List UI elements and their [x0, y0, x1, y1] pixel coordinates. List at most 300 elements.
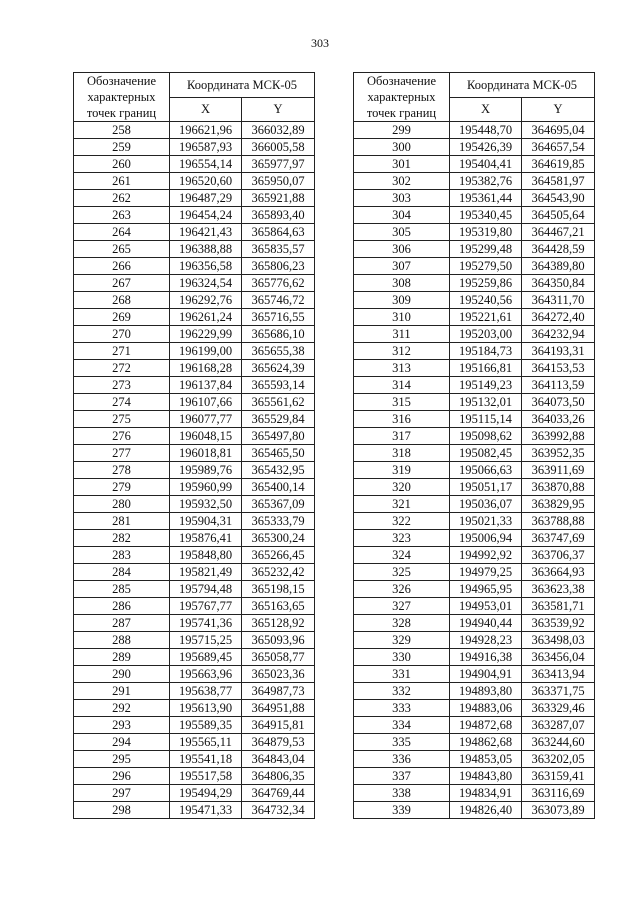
y-coordinate-cell: 363371,75	[522, 683, 595, 700]
table-row	[74, 513, 315, 530]
y-coordinate-cell: 365864,63	[242, 224, 315, 241]
table-row	[354, 241, 595, 258]
table-row	[74, 207, 315, 224]
point-id-cell: 271	[74, 343, 170, 360]
table-row	[74, 122, 315, 139]
x-coordinate-cell: 195098,62	[450, 428, 522, 445]
x-coordinate-cell: 195149,23	[450, 377, 522, 394]
table-row	[354, 802, 595, 819]
y-coordinate-cell: 363623,38	[522, 581, 595, 598]
point-id-cell: 329	[354, 632, 450, 649]
x-coordinate-cell: 196520,60	[170, 173, 242, 190]
y-coordinate-cell: 363788,88	[522, 513, 595, 530]
table-row	[354, 479, 595, 496]
table-row	[354, 377, 595, 394]
y-coordinate-cell: 364619,85	[522, 156, 595, 173]
point-id-cell: 268	[74, 292, 170, 309]
x-coordinate-cell: 194853,05	[450, 751, 522, 768]
x-coordinate-cell: 195166,81	[450, 360, 522, 377]
y-coordinate-cell: 365686,10	[242, 326, 315, 343]
y-coordinate-cell: 365776,62	[242, 275, 315, 292]
x-coordinate-cell: 196077,77	[170, 411, 242, 428]
x-coordinate-cell: 195848,80	[170, 547, 242, 564]
point-id-cell: 322	[354, 513, 450, 530]
point-id-cell: 285	[74, 581, 170, 598]
y-coordinate-cell: 365023,36	[242, 666, 315, 683]
table-row	[74, 139, 315, 156]
x-coordinate-cell: 195082,45	[450, 445, 522, 462]
table-row	[354, 717, 595, 734]
point-id-cell: 265	[74, 241, 170, 258]
point-id-cell: 280	[74, 496, 170, 513]
point-id-cell: 279	[74, 479, 170, 496]
y-coordinate-cell: 365333,79	[242, 513, 315, 530]
table-row	[354, 547, 595, 564]
x-coordinate-cell: 195404,41	[450, 156, 522, 173]
y-coordinate-cell: 365093,96	[242, 632, 315, 649]
y-coordinate-cell: 365163,65	[242, 598, 315, 615]
point-id-cell: 295	[74, 751, 170, 768]
y-coordinate-cell: 364915,81	[242, 717, 315, 734]
table-row	[354, 275, 595, 292]
x-coordinate-cell: 195066,63	[450, 462, 522, 479]
x-coordinate-cell: 194928,23	[450, 632, 522, 649]
table-row	[74, 156, 315, 173]
table-row	[74, 564, 315, 581]
table-row	[354, 768, 595, 785]
y-coordinate-cell: 364732,34	[242, 802, 315, 819]
point-id-cell: 338	[354, 785, 450, 802]
x-coordinate-cell: 195036,07	[450, 496, 522, 513]
point-id-cell: 278	[74, 462, 170, 479]
x-coordinate-cell: 194992,92	[450, 547, 522, 564]
point-id-cell: 337	[354, 768, 450, 785]
y-coordinate-cell: 365977,97	[242, 156, 315, 173]
x-coordinate-cell: 195663,96	[170, 666, 242, 683]
y-coordinate-cell: 364879,53	[242, 734, 315, 751]
x-coordinate-cell: 195021,33	[450, 513, 522, 530]
point-id-cell: 335	[354, 734, 450, 751]
x-coordinate-cell: 196421,43	[170, 224, 242, 241]
table-row	[74, 615, 315, 632]
x-coordinate-cell: 196199,00	[170, 343, 242, 360]
x-coordinate-cell: 195299,48	[450, 241, 522, 258]
point-id-cell: 316	[354, 411, 450, 428]
point-id-cell: 292	[74, 700, 170, 717]
point-id-cell: 325	[354, 564, 450, 581]
y-coordinate-cell: 365561,62	[242, 394, 315, 411]
y-coordinate-cell: 365893,40	[242, 207, 315, 224]
x-coordinate-cell: 195741,36	[170, 615, 242, 632]
table-row	[354, 700, 595, 717]
x-coordinate-cell: 195517,58	[170, 768, 242, 785]
x-coordinate-cell: 194826,40	[450, 802, 522, 819]
table-row	[354, 581, 595, 598]
point-id-cell: 327	[354, 598, 450, 615]
point-id-cell: 332	[354, 683, 450, 700]
table-row	[354, 139, 595, 156]
point-id-cell: 309	[354, 292, 450, 309]
point-id-cell: 270	[74, 326, 170, 343]
y-coordinate-cell: 366032,89	[242, 122, 315, 139]
point-id-cell: 330	[354, 649, 450, 666]
x-coordinate-cell: 195279,50	[450, 258, 522, 275]
table-row	[74, 717, 315, 734]
y-coordinate-cell: 365806,23	[242, 258, 315, 275]
x-coordinate-cell: 195638,77	[170, 683, 242, 700]
point-id-cell: 290	[74, 666, 170, 683]
table-row	[354, 224, 595, 241]
header-designation: Обозначение характерных точек границ	[74, 73, 170, 122]
table-row	[74, 598, 315, 615]
y-coordinate-cell: 363498,03	[522, 632, 595, 649]
x-coordinate-cell: 194872,68	[450, 717, 522, 734]
y-coordinate-cell: 365624,39	[242, 360, 315, 377]
point-id-cell: 259	[74, 139, 170, 156]
x-coordinate-cell: 196292,76	[170, 292, 242, 309]
y-coordinate-cell: 363073,89	[522, 802, 595, 819]
table-row	[74, 751, 315, 768]
point-id-cell: 260	[74, 156, 170, 173]
table-row	[354, 530, 595, 547]
x-coordinate-cell: 195932,50	[170, 496, 242, 513]
x-coordinate-cell: 194883,06	[450, 700, 522, 717]
table-row	[74, 394, 315, 411]
y-coordinate-cell: 363952,35	[522, 445, 595, 462]
y-coordinate-cell: 363911,69	[522, 462, 595, 479]
y-coordinate-cell: 364193,31	[522, 343, 595, 360]
x-coordinate-cell: 195794,48	[170, 581, 242, 598]
y-coordinate-cell: 365950,07	[242, 173, 315, 190]
y-coordinate-cell: 364695,04	[522, 122, 595, 139]
point-id-cell: 294	[74, 734, 170, 751]
y-coordinate-cell: 364657,54	[522, 139, 595, 156]
y-coordinate-cell: 363992,88	[522, 428, 595, 445]
point-id-cell: 311	[354, 326, 450, 343]
x-coordinate-cell: 196587,93	[170, 139, 242, 156]
point-id-cell: 331	[354, 666, 450, 683]
y-coordinate-cell: 363747,69	[522, 530, 595, 547]
point-id-cell: 310	[354, 309, 450, 326]
x-coordinate-cell: 196388,88	[170, 241, 242, 258]
point-id-cell: 287	[74, 615, 170, 632]
header-coordinate: Координата МСК-05	[450, 73, 595, 98]
x-coordinate-cell: 195715,25	[170, 632, 242, 649]
table-row	[354, 496, 595, 513]
x-coordinate-cell: 196018,81	[170, 445, 242, 462]
table-row	[74, 479, 315, 496]
table-row	[74, 173, 315, 190]
point-id-cell: 303	[354, 190, 450, 207]
point-id-cell: 263	[74, 207, 170, 224]
x-coordinate-cell: 194862,68	[450, 734, 522, 751]
point-id-cell: 323	[354, 530, 450, 547]
y-coordinate-cell: 364543,90	[522, 190, 595, 207]
table-row	[354, 309, 595, 326]
table-row	[74, 326, 315, 343]
y-coordinate-cell: 363329,46	[522, 700, 595, 717]
point-id-cell: 307	[354, 258, 450, 275]
y-coordinate-cell: 363706,37	[522, 547, 595, 564]
table-row	[74, 411, 315, 428]
point-id-cell: 314	[354, 377, 450, 394]
y-coordinate-cell: 363664,93	[522, 564, 595, 581]
x-coordinate-cell: 196107,66	[170, 394, 242, 411]
table-row	[354, 615, 595, 632]
y-coordinate-cell: 365432,95	[242, 462, 315, 479]
y-coordinate-cell: 363202,05	[522, 751, 595, 768]
y-coordinate-cell: 364033,26	[522, 411, 595, 428]
table-row	[74, 496, 315, 513]
table-row	[354, 649, 595, 666]
x-coordinate-cell: 196229,99	[170, 326, 242, 343]
y-coordinate-cell: 364505,64	[522, 207, 595, 224]
x-coordinate-cell: 195361,44	[450, 190, 522, 207]
y-coordinate-cell: 364272,40	[522, 309, 595, 326]
point-id-cell: 315	[354, 394, 450, 411]
table-row	[354, 207, 595, 224]
x-coordinate-cell: 195051,17	[450, 479, 522, 496]
point-id-cell: 305	[354, 224, 450, 241]
y-coordinate-cell: 364232,94	[522, 326, 595, 343]
y-coordinate-cell: 363581,71	[522, 598, 595, 615]
table-row	[354, 734, 595, 751]
table-row	[74, 462, 315, 479]
coordinates-table-right	[353, 72, 595, 819]
x-coordinate-cell: 196324,54	[170, 275, 242, 292]
point-id-cell: 321	[354, 496, 450, 513]
x-coordinate-cell: 195240,56	[450, 292, 522, 309]
point-id-cell: 275	[74, 411, 170, 428]
x-coordinate-cell: 196261,24	[170, 309, 242, 326]
x-coordinate-cell: 195960,99	[170, 479, 242, 496]
point-id-cell: 313	[354, 360, 450, 377]
point-id-cell: 336	[354, 751, 450, 768]
table-row	[74, 547, 315, 564]
point-id-cell: 297	[74, 785, 170, 802]
y-coordinate-cell: 364806,35	[242, 768, 315, 785]
x-coordinate-cell: 194979,25	[450, 564, 522, 581]
point-id-cell: 334	[354, 717, 450, 734]
x-coordinate-cell: 195259,86	[450, 275, 522, 292]
x-coordinate-cell: 195132,01	[450, 394, 522, 411]
x-coordinate-cell: 195876,41	[170, 530, 242, 547]
y-coordinate-cell: 366005,58	[242, 139, 315, 156]
point-id-cell: 302	[354, 173, 450, 190]
point-id-cell: 286	[74, 598, 170, 615]
point-id-cell: 289	[74, 649, 170, 666]
x-coordinate-cell: 195340,45	[450, 207, 522, 224]
point-id-cell: 261	[74, 173, 170, 190]
table-row	[74, 802, 315, 819]
point-id-cell: 300	[354, 139, 450, 156]
table-row	[74, 632, 315, 649]
table-row	[354, 445, 595, 462]
table-row	[74, 683, 315, 700]
x-coordinate-cell: 195904,31	[170, 513, 242, 530]
x-coordinate-cell: 195589,35	[170, 717, 242, 734]
y-coordinate-cell: 363539,92	[522, 615, 595, 632]
table-row	[354, 513, 595, 530]
x-coordinate-cell: 195448,70	[450, 122, 522, 139]
point-id-cell: 281	[74, 513, 170, 530]
point-id-cell: 266	[74, 258, 170, 275]
point-id-cell: 328	[354, 615, 450, 632]
table-row	[74, 428, 315, 445]
point-id-cell: 288	[74, 632, 170, 649]
y-coordinate-cell: 365921,88	[242, 190, 315, 207]
y-coordinate-cell: 364428,59	[522, 241, 595, 258]
table-row	[354, 173, 595, 190]
point-id-cell: 317	[354, 428, 450, 445]
point-id-cell: 326	[354, 581, 450, 598]
table-row	[74, 666, 315, 683]
table-row	[354, 785, 595, 802]
table-row	[74, 377, 315, 394]
table-row	[74, 734, 315, 751]
y-coordinate-cell: 364350,84	[522, 275, 595, 292]
point-id-cell: 291	[74, 683, 170, 700]
x-coordinate-cell: 194843,80	[450, 768, 522, 785]
point-id-cell: 339	[354, 802, 450, 819]
x-coordinate-cell: 196554,14	[170, 156, 242, 173]
x-coordinate-cell: 195382,76	[450, 173, 522, 190]
y-coordinate-cell: 363829,95	[522, 496, 595, 513]
x-coordinate-cell: 194965,95	[450, 581, 522, 598]
table-row	[354, 462, 595, 479]
y-coordinate-cell: 363287,07	[522, 717, 595, 734]
y-coordinate-cell: 365266,45	[242, 547, 315, 564]
y-coordinate-cell: 364311,70	[522, 292, 595, 309]
table-row	[354, 683, 595, 700]
table-row	[74, 581, 315, 598]
header-y: Y	[242, 97, 315, 122]
point-id-cell: 304	[354, 207, 450, 224]
y-coordinate-cell: 364073,50	[522, 394, 595, 411]
x-coordinate-cell: 195319,80	[450, 224, 522, 241]
coordinates-table-left	[73, 72, 315, 819]
y-coordinate-cell: 365465,50	[242, 445, 315, 462]
table-row	[354, 428, 595, 445]
point-id-cell: 283	[74, 547, 170, 564]
table-row	[354, 666, 595, 683]
table-row	[354, 343, 595, 360]
table-row	[354, 411, 595, 428]
table-row	[74, 190, 315, 207]
x-coordinate-cell: 194916,38	[450, 649, 522, 666]
point-id-cell: 312	[354, 343, 450, 360]
x-coordinate-cell: 195494,29	[170, 785, 242, 802]
y-coordinate-cell: 364987,73	[242, 683, 315, 700]
table-row	[74, 530, 315, 547]
y-coordinate-cell: 365367,09	[242, 496, 315, 513]
x-coordinate-cell: 196048,15	[170, 428, 242, 445]
table-row	[74, 224, 315, 241]
x-coordinate-cell: 194953,01	[450, 598, 522, 615]
table-row	[354, 292, 595, 309]
point-id-cell: 272	[74, 360, 170, 377]
header-y: Y	[522, 97, 595, 122]
y-coordinate-cell: 365128,92	[242, 615, 315, 632]
x-coordinate-cell: 195689,45	[170, 649, 242, 666]
point-id-cell: 276	[74, 428, 170, 445]
header-x: X	[170, 97, 242, 122]
table-row	[354, 360, 595, 377]
table-row	[354, 598, 595, 615]
x-coordinate-cell: 195613,90	[170, 700, 242, 717]
y-coordinate-cell: 365400,14	[242, 479, 315, 496]
y-coordinate-cell: 365655,38	[242, 343, 315, 360]
x-coordinate-cell: 196168,28	[170, 360, 242, 377]
y-coordinate-cell: 365058,77	[242, 649, 315, 666]
y-coordinate-cell: 364153,53	[522, 360, 595, 377]
x-coordinate-cell: 196454,24	[170, 207, 242, 224]
y-coordinate-cell: 365198,15	[242, 581, 315, 598]
table-row	[354, 122, 595, 139]
y-coordinate-cell: 363456,04	[522, 649, 595, 666]
table-row	[74, 768, 315, 785]
x-coordinate-cell: 194940,44	[450, 615, 522, 632]
point-id-cell: 258	[74, 122, 170, 139]
x-coordinate-cell: 196137,84	[170, 377, 242, 394]
y-coordinate-cell: 363159,41	[522, 768, 595, 785]
y-coordinate-cell: 363413,94	[522, 666, 595, 683]
y-coordinate-cell: 364769,44	[242, 785, 315, 802]
table-row	[354, 156, 595, 173]
x-coordinate-cell: 196356,58	[170, 258, 242, 275]
y-coordinate-cell: 365593,14	[242, 377, 315, 394]
table-row	[354, 751, 595, 768]
table-row	[74, 241, 315, 258]
point-id-cell: 264	[74, 224, 170, 241]
y-coordinate-cell: 364467,21	[522, 224, 595, 241]
y-coordinate-cell: 364581,97	[522, 173, 595, 190]
page-number: 303	[311, 36, 329, 50]
x-coordinate-cell: 195565,11	[170, 734, 242, 751]
x-coordinate-cell: 195203,00	[450, 326, 522, 343]
y-coordinate-cell: 365232,42	[242, 564, 315, 581]
table-row	[74, 360, 315, 377]
y-coordinate-cell: 363116,69	[522, 785, 595, 802]
x-coordinate-cell: 195115,14	[450, 411, 522, 428]
point-id-cell: 274	[74, 394, 170, 411]
point-id-cell: 333	[354, 700, 450, 717]
point-id-cell: 308	[354, 275, 450, 292]
x-coordinate-cell: 195184,73	[450, 343, 522, 360]
x-coordinate-cell: 195541,18	[170, 751, 242, 768]
point-id-cell: 324	[354, 547, 450, 564]
point-id-cell: 319	[354, 462, 450, 479]
y-coordinate-cell: 364113,59	[522, 377, 595, 394]
header-designation: Обозначение характерных точек границ	[354, 73, 450, 122]
x-coordinate-cell: 194904,91	[450, 666, 522, 683]
x-coordinate-cell: 194834,91	[450, 785, 522, 802]
point-id-cell: 299	[354, 122, 450, 139]
point-id-cell: 284	[74, 564, 170, 581]
point-id-cell: 296	[74, 768, 170, 785]
y-coordinate-cell: 364843,04	[242, 751, 315, 768]
table-row	[74, 649, 315, 666]
point-id-cell: 267	[74, 275, 170, 292]
table-row	[74, 275, 315, 292]
point-id-cell: 277	[74, 445, 170, 462]
table-row	[74, 292, 315, 309]
table-row	[354, 258, 595, 275]
table-row	[354, 394, 595, 411]
header-x: X	[450, 97, 522, 122]
y-coordinate-cell: 365300,24	[242, 530, 315, 547]
x-coordinate-cell: 196621,96	[170, 122, 242, 139]
